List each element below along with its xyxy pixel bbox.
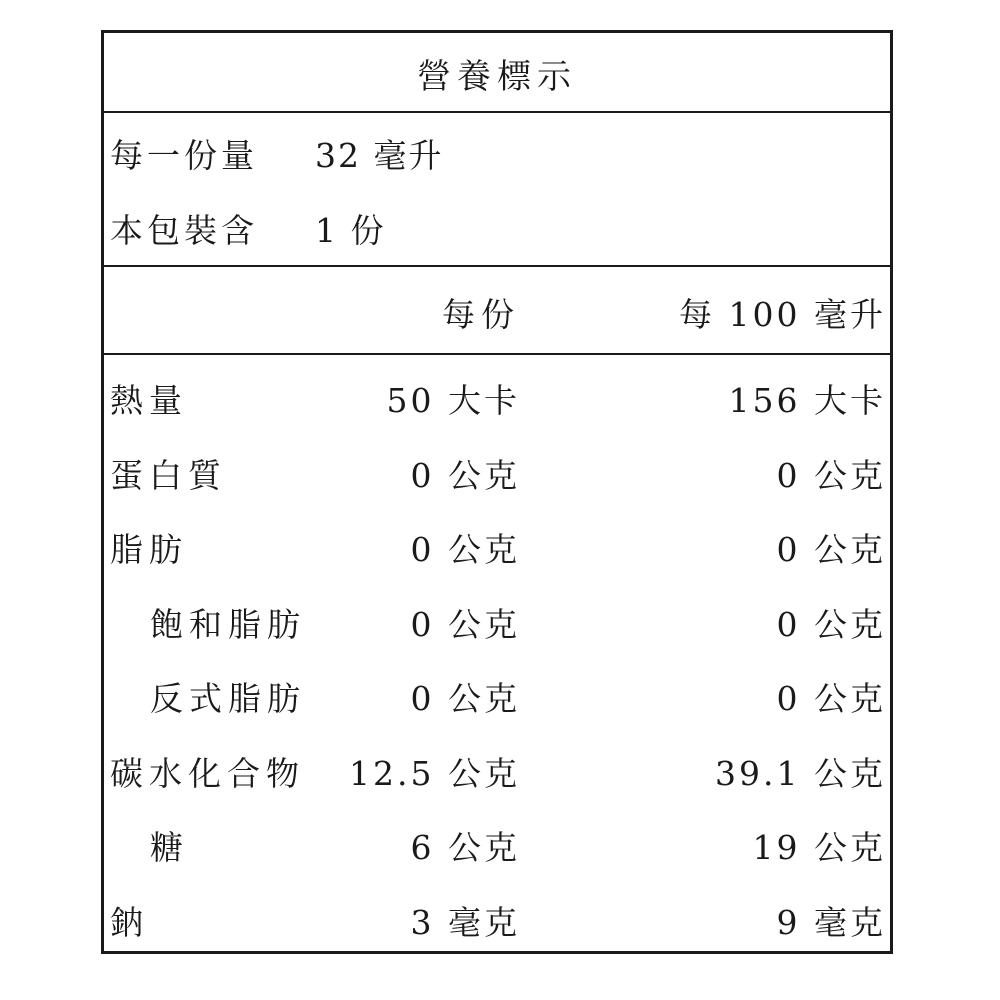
nutrient-per-100-value: 0 公克	[776, 679, 886, 718]
nutrient-per-100-value: 0 公克	[776, 530, 886, 569]
table-row	[104, 663, 890, 723]
nutrient-per-serving-value: 6 公克	[410, 828, 520, 867]
table-row	[104, 514, 890, 574]
nutrient-per-serving-value: 0 公克	[410, 604, 520, 644]
nutrient-per-serving-value: 0 公克	[410, 679, 520, 718]
nutrient-per-serving-value: 0 公克	[410, 455, 520, 495]
nutrient-per-100-value: 156 大卡	[728, 381, 886, 420]
nutrient-per-100-value: 0 公克	[776, 455, 886, 495]
serving-size-label: 每一份量	[110, 135, 258, 175]
nutrient-name: 反式脂肪	[150, 679, 306, 718]
nutrient-name: 鈉	[110, 902, 149, 942]
servings-per-package-row	[104, 198, 890, 258]
nutrient-name: 蛋白質	[110, 455, 227, 495]
nutrition-label	[101, 30, 893, 954]
nutrient-per-serving-value: 0 公克	[410, 530, 520, 569]
divider-title	[104, 111, 890, 113]
nutrient-name: 熱量	[110, 381, 188, 420]
nutrient-per-serving-value: 3 毫克	[410, 902, 520, 942]
nutrient-per-100-value: 9 毫克	[776, 902, 886, 942]
column-header-per-serving: 每份	[442, 295, 520, 334]
table-row	[104, 887, 890, 947]
serving-size-value: 32 毫升	[315, 135, 444, 175]
servings-per-package-label: 本包裝含	[110, 210, 258, 250]
nutrient-name: 脂肪	[110, 530, 188, 569]
nutrient-per-100-value: 39.1 公克	[715, 753, 886, 793]
column-header-per-100: 每 100 毫升	[679, 295, 886, 334]
table-row	[104, 738, 890, 798]
nutrient-per-100-value: 19 公克	[752, 828, 886, 867]
table-row	[104, 365, 890, 425]
nutrient-name: 飽和脂肪	[150, 604, 306, 644]
table-row	[104, 440, 890, 500]
nutrient-per-serving-value: 50 大卡	[386, 381, 520, 420]
table-row	[104, 812, 890, 872]
label-title: 營養標示	[417, 56, 577, 97]
nutrient-per-serving-value: 12.5 公克	[349, 753, 520, 793]
column-header-row	[104, 267, 890, 353]
nutrient-name: 糖	[150, 828, 189, 867]
divider-header	[104, 353, 890, 355]
serving-size-row	[104, 123, 890, 183]
nutrient-name: 碳水化合物	[110, 753, 305, 793]
nutrient-per-100-value: 0 公克	[776, 604, 886, 644]
table-row	[104, 589, 890, 649]
servings-per-package-value: 1 份	[315, 210, 386, 250]
